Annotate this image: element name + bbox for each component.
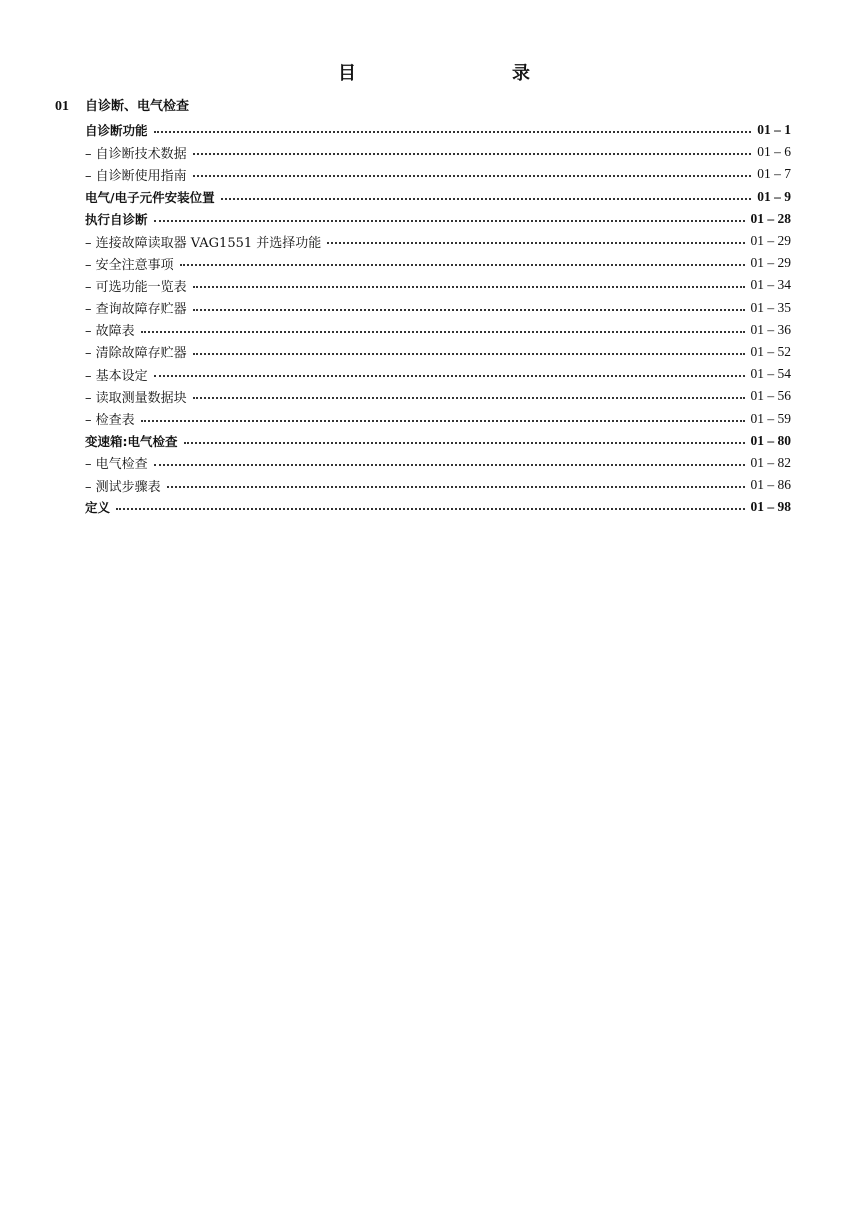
dot-leader [116,508,744,510]
dot-leader [154,220,745,222]
dot-leader [154,131,752,133]
chapter-heading [55,98,189,116]
toc-entry-page: 01 – 6 [757,144,791,160]
toc-entry[interactable] [85,252,791,274]
toc-entry[interactable] [85,186,791,208]
toc-entry-page: 01 – 54 [750,366,791,382]
page-title: 目 录 [338,63,570,84]
dot-leader [193,175,752,177]
toc-entry-label: 定义 [85,500,111,516]
toc-entry-label: – 自诊断技术数据 [85,146,187,162]
toc-entry[interactable] [85,297,791,319]
dot-leader [184,442,745,444]
toc-entry[interactable] [85,496,791,518]
dot-leader [154,375,745,377]
toc-entry[interactable] [85,119,791,141]
dot-leader [141,331,745,333]
toc-entry[interactable] [85,208,791,230]
toc-entry-label: 变速箱:电气检查 [85,433,178,449]
toc-entry-label: – 基本设定 [85,368,148,384]
dot-leader [193,153,752,155]
toc-entry-label: 执行自诊断 [85,211,148,227]
toc-entry-page: 01 – 34 [750,277,791,293]
dot-leader [221,198,752,200]
toc-entry-label: – 连接故障读取器 VAG1551 并选择功能 [85,235,322,251]
toc-entry-label: – 可选功能一览表 [85,279,187,295]
toc-entry-label: 电气/电子元件安装位置 [85,189,215,205]
toc-entry-page: 01 – 82 [750,454,791,470]
toc-entry-page: 01 – 29 [750,233,791,249]
dot-leader [193,309,745,311]
toc-entry[interactable] [85,319,791,341]
chapter-title: 自诊断、电气检查 [85,99,190,114]
toc-entry-label: – 自诊断使用指南 [85,168,187,184]
toc-entry-page: 01 – 56 [750,388,791,404]
toc-entry[interactable] [85,407,791,429]
toc-entry-label: – 检查表 [85,413,135,429]
toc-entry-label: – 安全注意事项 [85,257,174,273]
toc-entry[interactable] [85,163,791,185]
dot-leader [193,286,745,288]
toc-entry-label: 自诊断功能 [85,123,148,139]
dot-leader [141,420,745,422]
toc-entry[interactable] [85,341,791,363]
dot-leader [193,397,745,399]
toc-entry-page: 01 – 28 [750,210,791,226]
toc-entry-page: 01 – 7 [757,166,791,182]
toc-entry[interactable] [85,274,791,296]
toc-entry-page: 01 – 86 [750,477,791,493]
dot-leader [154,464,745,466]
toc-entry[interactable] [85,452,791,474]
toc-entry-page: 01 – 29 [750,255,791,271]
toc-entry-page: 01 – 36 [750,321,791,337]
toc-entry-page: 01 – 35 [750,299,791,315]
toc-entry-label: – 测试步骤表 [85,479,161,495]
toc-entry-page: 01 – 80 [750,432,791,448]
table-of-contents [85,119,791,518]
toc-entry[interactable] [85,230,791,252]
toc-entry-label: – 故障表 [85,324,135,340]
toc-entry-label: – 查询故障存贮器 [85,302,187,318]
toc-entry-label: – 电气检查 [85,457,148,473]
toc-entry-page: 01 – 59 [750,410,791,426]
toc-entry-page: 01 – 98 [750,499,791,515]
toc-entry-page: 01 – 1 [757,122,791,138]
toc-entry-label: – 清除故障存贮器 [85,346,187,362]
toc-entry[interactable] [85,363,791,385]
dot-leader [327,242,744,244]
dot-leader [167,486,745,488]
toc-entry[interactable] [85,141,791,163]
toc-entry-page: 01 – 9 [757,188,791,204]
toc-entry[interactable] [85,474,791,496]
chapter-number: 01 [55,99,69,114]
toc-entry[interactable] [85,385,791,407]
dot-leader [193,353,745,355]
toc-entry-page: 01 – 52 [750,343,791,359]
toc-entry-label: – 读取测量数据块 [85,390,187,406]
toc-entry[interactable] [85,430,791,452]
dot-leader [180,264,745,266]
